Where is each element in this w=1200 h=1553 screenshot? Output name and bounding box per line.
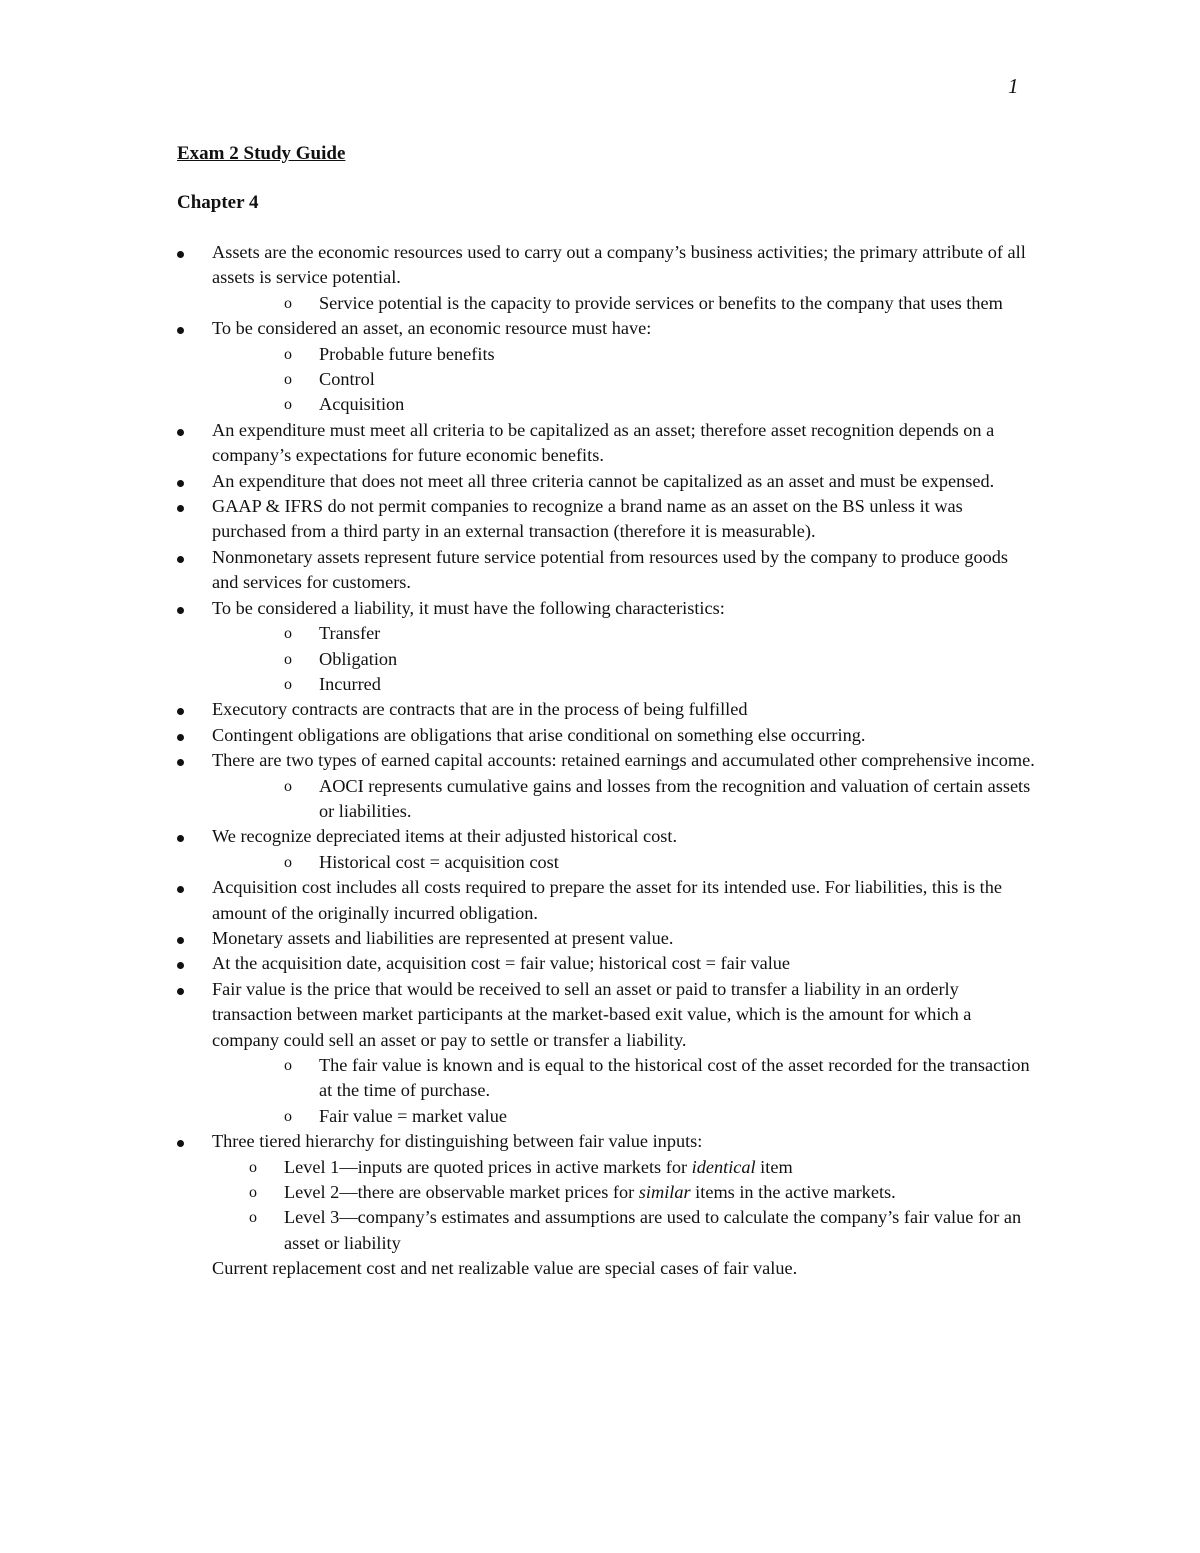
sub-bullet-text: Historical cost = acquisition cost (319, 851, 559, 872)
sub-bullet-item (284, 1104, 1037, 1129)
bullet-item (177, 418, 1037, 469)
sub-bullet-item (284, 647, 1037, 672)
sub-bullet-marker: o (284, 650, 292, 668)
sub-bullet-text: Service potential is the capacity to provide services or benefits to the company that uses them (319, 292, 1003, 313)
bullet-dot-icon (177, 886, 184, 893)
closing-line: Current replacement cost and net realizable value are special cases of fair value. (212, 1258, 798, 1279)
sub-bullet-item (284, 367, 1037, 392)
bullet-dot-icon (177, 759, 184, 766)
sub-bullet-item (284, 621, 1037, 646)
bullet-item (177, 875, 1037, 926)
sub-bullet-item (284, 774, 1037, 825)
bullet-text: Three tiered hierarchy for distinguishing between fair value inputs: (212, 1131, 703, 1152)
bullet-dot-icon (177, 556, 184, 563)
sub-bullet-text: The fair value is known and is equal to the historical cost of the asset recorded for the transaction at the time of purchase. (319, 1055, 1030, 1101)
bullet-dot-icon (177, 988, 184, 995)
document-body (177, 141, 1037, 1282)
bullet-item (177, 545, 1037, 596)
bullet-text: Assets are the economic resources used to carry out a company’s business activities; the primary attribute of all assets is service potential. (212, 242, 1026, 288)
bullet-item (177, 824, 1037, 875)
sub-bullet-text: AOCI represents cumulative gains and losses from the recognition and valuation of certain assets or liabilities. (319, 775, 1031, 821)
bullet-item (177, 316, 1037, 418)
bullet-list (177, 240, 1037, 1155)
bullet-text: Monetary assets and liabilities are represented at present value. (212, 927, 674, 948)
sub-bullet-text: Obligation (319, 648, 398, 669)
bullet-dot-icon (177, 251, 184, 258)
bullet-dot-icon (177, 429, 184, 436)
sub-bullet-list (212, 342, 1037, 418)
sub-bullet-text: Control (319, 369, 375, 390)
bullet-text: Fair value is the price that would be received to sell an asset or paid to transfer a liability in an orderly transaction between market participants at the market-based exit value, which is the amount for which a company could sell an asset or pay to settle or transfer a liability. (212, 978, 972, 1050)
bullet-item (177, 494, 1037, 545)
sub-bullet-list (212, 850, 1037, 875)
bullet-item (177, 697, 1037, 722)
bullet-dot-icon (177, 962, 184, 969)
sub-bullet-marker: o (284, 625, 292, 643)
sub-bullet-marker: o (249, 1209, 257, 1227)
sub-bullet-marker: o (284, 675, 292, 693)
hierarchy-level-3: o Level 3—company’s estimates and assumptions are used to calculate the company’s fair value for an asset or liability (249, 1207, 1022, 1253)
bullet-item (177, 951, 1037, 976)
sub-bullet-text: Transfer (319, 623, 381, 644)
bullet-item (177, 926, 1037, 951)
sub-bullet-item (284, 672, 1037, 697)
bullet-item (177, 1129, 1037, 1154)
sub-bullet-text: Incurred (319, 673, 381, 694)
bullet-text: To be considered a liability, it must have the following characteristics: (212, 597, 725, 618)
bullet-dot-icon (177, 607, 184, 614)
sub-bullet-item (284, 291, 1037, 316)
bullet-dot-icon (177, 835, 184, 842)
bullet-item (177, 977, 1037, 1129)
bullet-text: Acquisition cost includes all costs required to prepare the asset for its intended use. For liabilities, this is the amount of the originally incurred obligation. (212, 877, 1002, 923)
sub-bullet-marker: o (284, 777, 292, 795)
bullet-item (177, 748, 1037, 824)
bullet-dot-icon (177, 937, 184, 944)
sub-bullet-marker: o (284, 396, 292, 414)
document-title: Exam 2 Study Guide (177, 143, 346, 164)
bullet-dot-icon (177, 1140, 184, 1147)
bullet-text: There are two types of earned capital accounts: retained earnings and accumulated other comprehensive income. (212, 750, 1035, 771)
bullet-text: GAAP & IFRS do not permit companies to recognize a brand name as an asset on the BS unless it was purchased from a third party in an external transaction (therefore it is measurable). (212, 496, 963, 542)
bullet-text: An expenditure that does not meet all three criteria cannot be capitalized as an asset and must be expensed. (212, 470, 995, 491)
sub-bullet-text: Fair value = market value (319, 1105, 507, 1126)
sub-bullet-marker: o (284, 1107, 292, 1125)
bullet-dot-icon (177, 505, 184, 512)
bullet-item (177, 596, 1037, 698)
sub-bullet-list (212, 621, 1037, 697)
bullet-text: Nonmonetary assets represent future service potential from resources used by the company to produce goods and services for customers. (212, 546, 1009, 593)
chapter-heading: Chapter 4 (177, 192, 259, 213)
hierarchy-level-1: o Level 1—inputs are quoted prices in active markets for identical item (249, 1155, 1037, 1180)
bullet-dot-icon (177, 708, 184, 715)
sub-bullet-text: Acquisition (319, 394, 405, 415)
sub-bullet-text: Probable future benefits (319, 343, 495, 364)
sub-bullet-marker: o (284, 853, 292, 871)
bullet-text: At the acquisition date, acquisition cost = fair value; historical cost = fair value (212, 953, 791, 974)
page-number: 1 (1008, 74, 1019, 98)
sub-bullet-marker: o (284, 371, 292, 389)
sub-bullet-marker: o (284, 1057, 292, 1074)
fair-value-hierarchy-list (177, 1155, 1037, 1257)
sub-bullet-item (284, 850, 1037, 875)
bullet-dot-icon (177, 480, 184, 487)
bullet-text: Executory contracts are contracts that are in the process of being fulfilled (212, 699, 748, 720)
bullet-text: An expenditure must meet all criteria to be capitalized as an asset; therefore asset recognition depends on a company’s expectations for future economic benefits. (212, 419, 995, 466)
bullet-item (177, 240, 1037, 316)
sub-bullet-list (212, 1053, 1037, 1129)
bullet-dot-icon (177, 734, 184, 741)
sub-bullet-marker: o (284, 294, 292, 312)
sub-bullet-list (212, 291, 1037, 316)
sub-bullet-marker: o (249, 1158, 257, 1176)
bullet-text: Contingent obligations are obligations that arise conditional on something else occurring. (212, 724, 866, 745)
sub-bullet-item (284, 342, 1037, 367)
sub-bullet-item (284, 392, 1037, 417)
bullet-item (177, 469, 1037, 494)
bullet-item (177, 723, 1037, 748)
bullet-text: To be considered an asset, an economic resource must have: (212, 318, 652, 339)
sub-bullet-marker: o (284, 345, 292, 363)
sub-bullet-list (212, 774, 1037, 825)
bullet-text: We recognize depreciated items at their adjusted historical cost. (212, 826, 678, 847)
sub-bullet-marker: o (249, 1184, 257, 1202)
sub-bullet-item (284, 1053, 1037, 1104)
bullet-dot-icon (177, 327, 184, 334)
hierarchy-level-2: o Level 2—there are observable market prices for similar items in the active markets. (249, 1180, 1037, 1205)
